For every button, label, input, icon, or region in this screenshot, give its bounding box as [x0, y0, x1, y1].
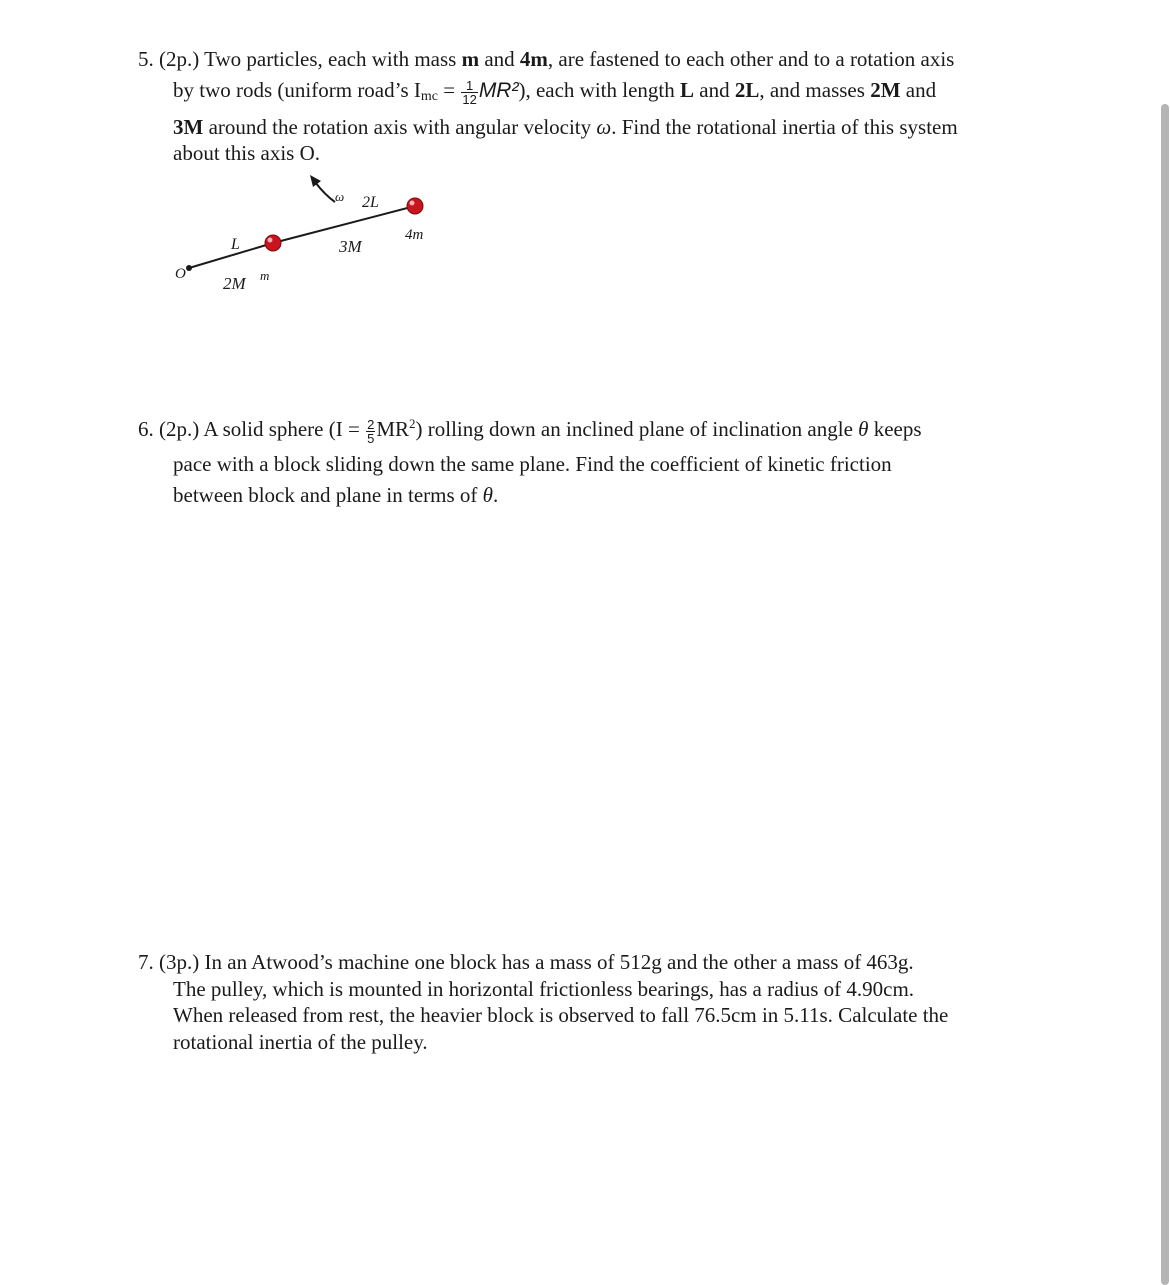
text: A solid sphere (I = — [203, 417, 366, 441]
text: by two rods (uniform road’s I — [173, 78, 421, 102]
label-L: L — [231, 236, 240, 253]
problem-7-line-3: When released from rest, the heavier block is observed to fall 76.5cm in 5.11s. Calculate the — [173, 1003, 949, 1027]
text: Two particles, each with mass — [204, 47, 462, 71]
pivot-point — [186, 265, 192, 271]
superscript: 2 — [409, 416, 416, 431]
theta-symbol: θ — [482, 483, 493, 507]
mass-m: m — [461, 47, 480, 71]
length-L: L — [680, 78, 695, 102]
label-omega: ω — [335, 189, 345, 204]
fraction-denominator: 12 — [462, 91, 477, 107]
problem-6-line-2: pace with a block sliding down the same plane. Find the coefficient of kinetic friction — [173, 452, 892, 476]
text: between block and plane in terms of — [173, 483, 483, 507]
mass-4m: 4m — [519, 47, 548, 71]
label-4m: 4m — [405, 227, 424, 243]
theta-symbol: θ — [858, 417, 869, 441]
fraction — [366, 418, 375, 445]
particle-m — [265, 235, 281, 251]
problem-6-line-1 — [138, 406, 922, 447]
formula: MR² — [478, 79, 519, 102]
subscript: mc — [420, 89, 438, 104]
rotation-arrow — [315, 182, 335, 202]
problem-5-line-4: about this axis O. — [173, 141, 320, 165]
rotating-rods-diagram — [165, 165, 455, 300]
text: and — [479, 47, 520, 71]
text: , are fastened to each other and to a rotation axis — [547, 47, 955, 71]
label-2L: 2L — [362, 194, 379, 211]
label-2M: 2M — [223, 274, 246, 293]
text: In an Atwood’s machine one block has a mass of 512g and the other a mass of 463g. — [204, 950, 914, 974]
problem-points: (2p.) — [159, 47, 200, 71]
length-2L: 2L — [734, 78, 760, 102]
problem-number: 7. — [138, 950, 154, 974]
problem-5 — [138, 44, 958, 169]
particle-4m-highlight — [410, 201, 415, 206]
label-m: m — [260, 268, 270, 283]
text: = — [438, 78, 461, 102]
mass-3M: 3M — [173, 115, 204, 139]
scrollbar-thumb[interactable] — [1161, 104, 1169, 1285]
text: around the rotation axis with angular velocity — [203, 115, 597, 139]
mass-2M: 2M — [870, 78, 901, 102]
fraction — [461, 79, 477, 106]
problem-7-line-1 — [138, 949, 948, 976]
problem-6-line-3 — [138, 480, 922, 511]
text: and — [694, 78, 735, 102]
text: , and masses — [759, 78, 871, 102]
problem-7 — [138, 949, 948, 1055]
problem-5-line-2 — [138, 75, 958, 112]
problem-points: (2p.) — [159, 417, 200, 441]
text: and — [900, 78, 937, 102]
text: ) rolling down an inclined plane of inclination angle — [415, 417, 859, 441]
particle-m-highlight — [268, 238, 273, 243]
problem-6 — [138, 406, 922, 511]
text: keeps — [868, 417, 922, 441]
text: ), each with length — [518, 78, 680, 102]
text: . — [492, 483, 499, 507]
problem-number: 6. — [138, 417, 154, 441]
formula: MR — [376, 417, 410, 441]
particle-4m — [407, 198, 423, 214]
fraction-numerator: 1 — [461, 79, 477, 93]
problem-7-line-4: rotational inertia of the pulley. — [173, 1029, 428, 1054]
text: . Find the rotational inertia of this system — [611, 115, 958, 139]
fraction-denominator: 5 — [367, 430, 375, 446]
rotation-arrow-head — [310, 175, 321, 187]
label-3M: 3M — [339, 237, 362, 256]
problem-7-line-2: The pulley, which is mounted in horizontal frictionless bearings, has a radius of 4.90cm. — [173, 976, 915, 1001]
problem-5-line-1 — [138, 44, 958, 75]
fraction-numerator: 2 — [367, 416, 375, 432]
axis-label-O: O — [175, 266, 186, 282]
problem-number: 5. — [138, 47, 154, 71]
problem-points: (3p.) — [159, 950, 200, 974]
omega-symbol: ω — [596, 115, 612, 139]
